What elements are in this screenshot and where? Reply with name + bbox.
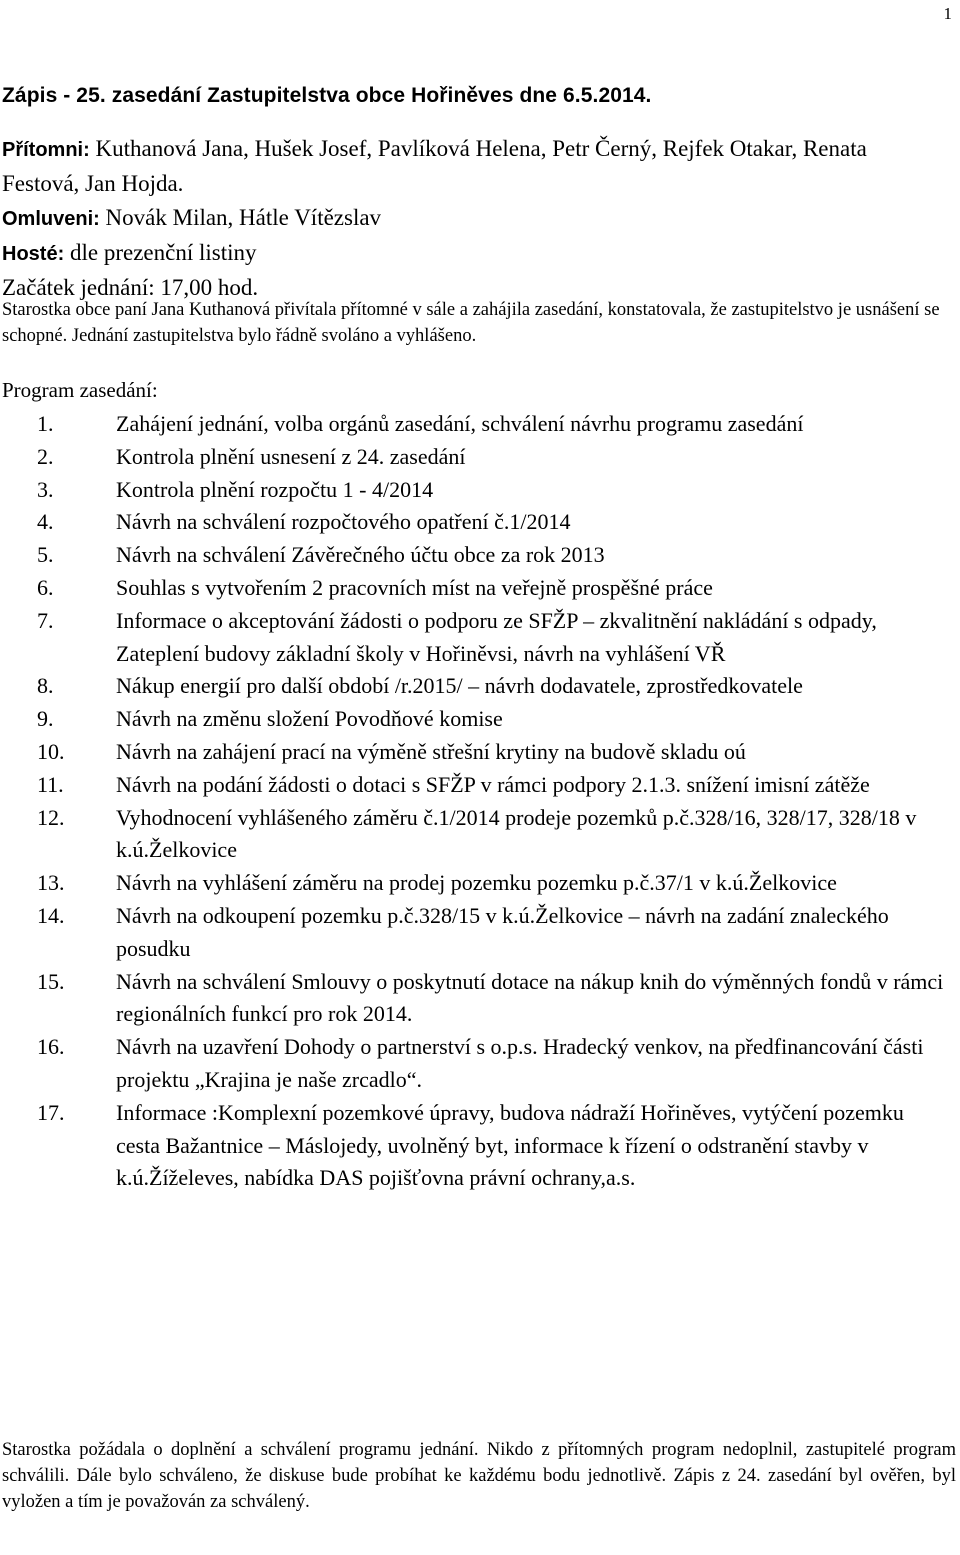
program-item xyxy=(2,539,947,572)
program-item-text: Návrh na změnu složení Povodňové komise xyxy=(116,706,503,732)
start-time: Začátek jednání: 17,00 hod. xyxy=(2,275,259,300)
program-item-number: 12. xyxy=(37,804,65,830)
guests-value: dle prezenční listiny xyxy=(64,240,257,265)
excused-line xyxy=(2,201,942,236)
program-item xyxy=(2,408,947,441)
program-item xyxy=(2,867,947,900)
program-item xyxy=(2,900,947,966)
program-item xyxy=(2,605,947,671)
program-item xyxy=(2,441,947,474)
closing-paragraph: Starostka požádala o doplnění a schválení programu jednání. Nikdo z přítomných program nedoplnil, zastupitelé program schválili. Dále bylo schváleno, že diskuse bude probíhat ke každému bodu jednotlivě. Zápis z 24. zasedání byl ověřen, byl vyložen a tím je považován za schválený. xyxy=(2,1440,956,1512)
program-item-text: Návrh na schválení Závěrečného účtu obce za rok 2013 xyxy=(116,542,605,568)
guests-line xyxy=(2,236,942,271)
attendance-section xyxy=(2,132,942,305)
program-item-number: 15. xyxy=(37,968,65,994)
program-item-number: 7. xyxy=(37,607,54,633)
program-item-number: 8. xyxy=(37,673,54,699)
program-item xyxy=(2,802,947,868)
page-number: 1 xyxy=(943,4,952,23)
program-item-number: 3. xyxy=(37,476,54,502)
program-item xyxy=(2,769,947,802)
program-item-text: Návrh na schválení rozpočtového opatření č.1/2014 xyxy=(116,509,571,535)
program-item-number: 13. xyxy=(37,870,65,896)
program-item-number: 16. xyxy=(37,1034,65,1060)
program-item xyxy=(2,572,947,605)
program-item-text: Zahájení jednání, volba orgánů zasedání, schválení návrhu programu zasedání xyxy=(116,411,804,436)
program-item xyxy=(2,474,947,507)
program-item-number: 9. xyxy=(37,706,54,732)
program-item-text: Informace o akceptování žádosti o podporu ze SFŽP – zkvalitnění nakládání s odpady, Zateplení budovy základní školy v Hořiněvsi, návrh na vyhlášení VŘ xyxy=(116,607,877,666)
program-item-text: Návrh na zahájení prací na výměně střešní krytiny na budově skladu oú xyxy=(116,738,746,764)
program-item-text: Nákup energií pro další období /r.2015/ – návrh dodavatele, zprostředkovatele xyxy=(116,673,803,699)
program-item-text: Návrh na podání žádosti o dotaci s SFŽP v rámci podpory 2.1.3. snížení imisní zátěže xyxy=(116,771,870,797)
program-item-text: Návrh na schválení Smlouvy o poskytnutí dotace na nákup knih do výměnných fondů v rámci regionálních funkcí pro rok 2014. xyxy=(116,968,944,1027)
program-item-number: 6. xyxy=(37,574,54,600)
program-item xyxy=(2,1031,947,1097)
program-heading: Program zasedání: xyxy=(2,378,158,402)
program-item xyxy=(2,703,947,736)
present-names: Kuthanová Jana, Hušek Josef, Pavlíková Helena, Petr Černý, Rejfek Otakar, Renata Festová, Jan Hojda. xyxy=(2,136,867,196)
program-item-text: Kontrola plnění usnesení z 24. zasedání xyxy=(116,443,466,469)
program-item-text: Informace :Komplexní pozemkové úpravy, budova nádraží Hořiněves, vytýčení pozemku cesta Bažantnice – Máslojedy, uvolněný byt, informace k řízení o odstranění stavby v k.ú.Žíželeves, nabídka DAS pojišťovna právní ochrany,a.s. xyxy=(116,1099,904,1191)
program-item-text: Souhlas s vytvořením 2 pracovních míst na veřejně prospěšné práce xyxy=(116,574,713,600)
program-item-text: Návrh na uzavření Dohody o partnerství s o.p.s. Hradecký venkov, na předfinancování části projektu „Krajina je naše zrcadlo“. xyxy=(116,1034,924,1092)
program-item xyxy=(2,1097,947,1195)
guests-label: Hosté: xyxy=(2,243,65,265)
program-item-text: Kontrola plnění rozpočtu 1 - 4/2014 xyxy=(116,476,434,502)
program-item-number: 14. xyxy=(37,902,65,928)
program-item-text: Vyhodnocení vyhlášeného záměru č.1/2014 prodeje pozemků p.č.328/16, 328/17, 328/18 v k.ú.Želkovice xyxy=(116,804,917,863)
program-item-text: Návrh na vyhlášení záměru na prodej pozemku pozemku p.č.37/1 v k.ú.Želkovice xyxy=(116,870,837,896)
program-item-number: 17. xyxy=(37,1099,65,1125)
program-item-number: 10. xyxy=(37,738,65,764)
present-label: Přítomni: xyxy=(2,139,90,161)
program-item-number: 5. xyxy=(37,542,54,568)
program-item xyxy=(2,506,947,539)
excused-names: Novák Milan, Hátle Vítězslav xyxy=(99,205,382,230)
intro-paragraph: Starostka obce paní Jana Kuthanová přivítala přítomné v sále a zahájila zasedání, konstatovala, že zastupitelstvo je usnášení se schopné. Jednání zastupitelstva bylo řádně svoláno a vyhlášeno. xyxy=(2,300,940,346)
program-item-number: 11. xyxy=(37,771,64,797)
present-line xyxy=(2,132,942,201)
program-list xyxy=(2,408,947,1195)
program-item xyxy=(2,966,947,1032)
program-item-number: 1. xyxy=(37,411,54,436)
document-title: Zápis - 25. zasedání Zastupitelstva obce Hořiněves dne 6.5.2014. xyxy=(2,84,652,107)
program-item xyxy=(2,670,947,703)
program-item-number: 4. xyxy=(37,509,54,535)
program-item-text: Návrh na odkoupení pozemku p.č.328/15 v k.ú.Želkovice – návrh na zadání znaleckého posudku xyxy=(116,902,889,961)
excused-label: Omluveni: xyxy=(2,208,100,230)
program-item xyxy=(2,736,947,769)
program-item-number: 2. xyxy=(37,443,54,469)
